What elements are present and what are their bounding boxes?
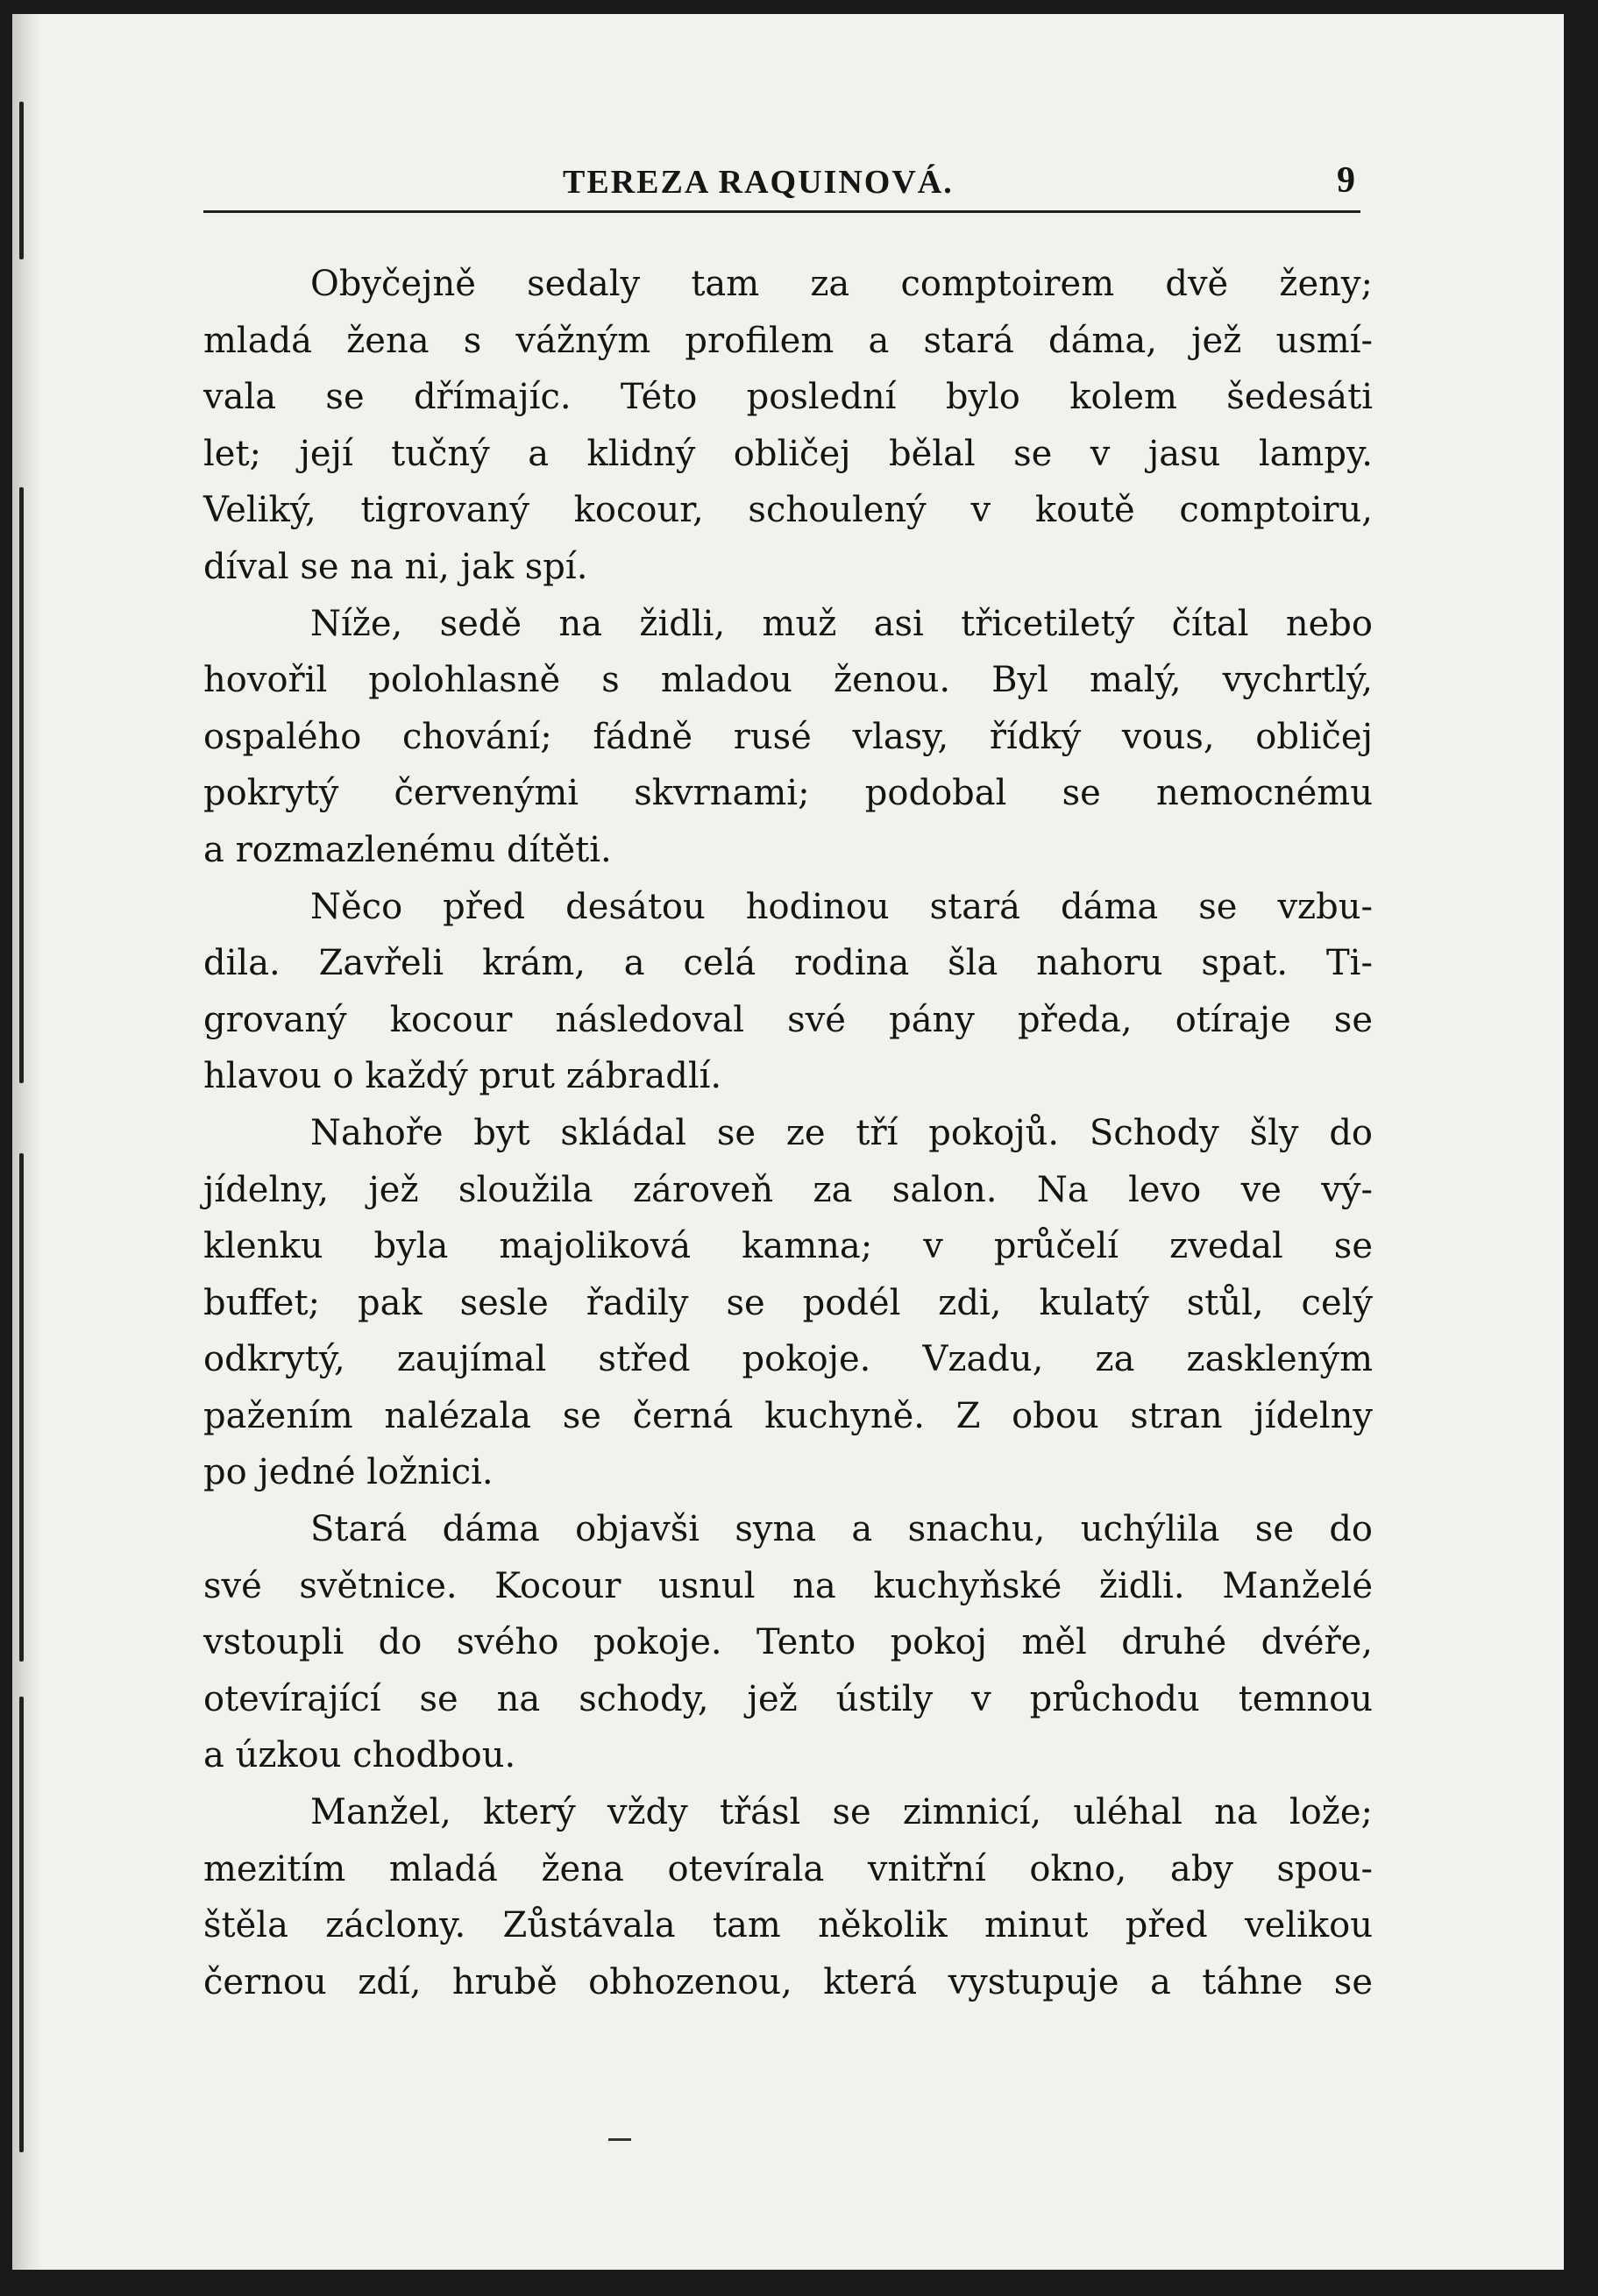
text-line: ospalého chování; fádně rusé vlasy, řídký vous, obličej bbox=[203, 716, 1373, 757]
header-rule bbox=[203, 210, 1360, 213]
text-line: hlavou o každý prut zábradlí. bbox=[203, 1056, 722, 1097]
text-line: po jedné ložnici. bbox=[203, 1452, 494, 1493]
body-text bbox=[203, 256, 1373, 2010]
running-title: TEREZA RAQUINOVÁ. bbox=[563, 164, 954, 201]
binding-edge bbox=[12, 14, 42, 2270]
text-line: černou zdí, hrubě obhozenou, která vystupuje a táhne se bbox=[203, 1961, 1373, 2002]
text-line: jídelny, jež sloužila zároveň za salon. Na levo ve vý- bbox=[203, 1169, 1373, 1210]
text-line: díval se na ni, jak spí. bbox=[203, 546, 588, 587]
page-number: 9 bbox=[1337, 160, 1355, 201]
binding-mark bbox=[19, 1153, 24, 1662]
text-line: pažením nalézala se černá kuchyně. Z obou stran jídelny bbox=[203, 1395, 1373, 1436]
text-line: a rozmazlenému dítěti. bbox=[203, 829, 612, 870]
text-line: své světnice. Kocour usnul na kuchyňské židli. Manželé bbox=[203, 1565, 1373, 1606]
binding-mark bbox=[19, 1697, 24, 2152]
text-line: Veliký, tigrovaný kocour, schoulený v koutě comptoiru, bbox=[203, 490, 1373, 531]
text-line: Nahoře byt skládal se ze tří pokojů. Schody šly do bbox=[310, 1112, 1373, 1153]
binding-mark bbox=[19, 102, 24, 259]
text-line: Níže, sedě na židli, muž asi třicetiletý čítal nebo bbox=[310, 603, 1373, 644]
text-line: Manžel, který vždy třásl se zimnicí, uléhal na lože; bbox=[310, 1792, 1373, 1833]
binding-mark bbox=[19, 487, 24, 1083]
text-line: grovaný kocour následoval své pány předa, otíraje se bbox=[203, 999, 1373, 1040]
text-line: mladá žena s vážným profilem a stará dáma, jež usmí- bbox=[203, 320, 1373, 361]
text-line: vala se dřímajíc. Této poslední bylo kolem šedesáti bbox=[203, 377, 1373, 418]
text-line: mezitím mladá žena otevírala vnitřní okno, aby spou- bbox=[203, 1848, 1373, 1889]
text-line: Něco před desátou hodinou stará dáma se vzbu- bbox=[310, 886, 1373, 927]
book-page bbox=[12, 14, 1564, 2270]
text-line: pokrytý červenými skvrnami; podobal se nemocnému bbox=[203, 773, 1373, 814]
text-line: Obyčejně sedaly tam za comptoirem dvě ženy; bbox=[310, 264, 1373, 304]
running-header bbox=[203, 137, 1360, 207]
text-line: hovořil polohlasně s mladou ženou. Byl malý, vychrtlý, bbox=[203, 660, 1373, 701]
text-line: buffet; pak sesle řadily se podél zdi, kulatý stůl, celý bbox=[203, 1282, 1373, 1323]
text-line: štěla záclony. Zůstávala tam několik minut před velikou bbox=[203, 1905, 1373, 1946]
text-line: dila. Zavřeli krám, a celá rodina šla nahoru spat. Ti- bbox=[203, 943, 1373, 984]
text-line: Stará dáma objavši syna a snachu, uchýlila se do bbox=[310, 1509, 1373, 1550]
footer-dash bbox=[608, 2138, 631, 2141]
text-line: otevírající se na schody, jež ústily v průchodu temnou bbox=[203, 1678, 1373, 1719]
text-line: let; její tučný a klidný obličej bělal se v jasu lampy. bbox=[203, 433, 1373, 474]
text-line: odkrytý, zaujímal střed pokoje. Vzadu, za zaskleným bbox=[203, 1339, 1373, 1380]
text-line: vstoupli do svého pokoje. Tento pokoj měl druhé dvéře, bbox=[203, 1622, 1373, 1663]
text-line: a úzkou chodbou. bbox=[203, 1735, 516, 1776]
text-line: klenku byla majoliková kamna; v průčelí zvedal se bbox=[203, 1226, 1373, 1267]
